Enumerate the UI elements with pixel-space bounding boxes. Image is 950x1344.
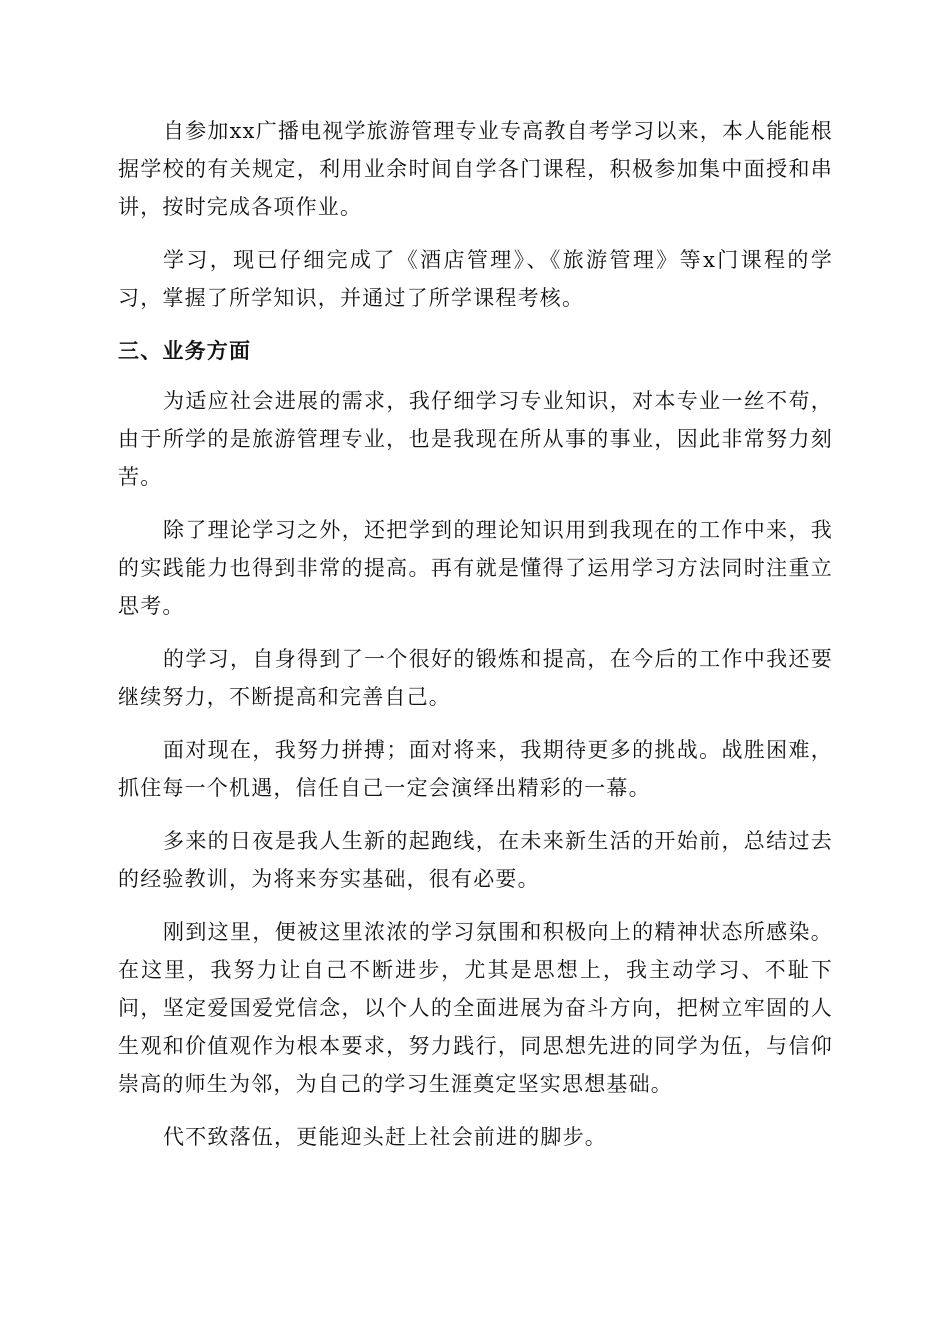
paragraph-9: 代不致落伍，更能迎头赶上社会前进的脚步。 <box>163 1125 607 1149</box>
paragraph-3: 为适应社会进展的需求，我仔细学习专业知识，对本专业一丝不苟，由于所学的是旅游管理专业，也是我现在所从事的事业，因此非常努力刻苦。 <box>118 389 833 489</box>
paragraph-4: 除了理论学习之外，还把学到的理论知识用到我现在的工作中来，我的实践能力也得到非常的提高。再有就是懂得了运用学习方法同时注重立思考。 <box>118 518 833 618</box>
paragraph-6: 面对现在，我努力拼搏；面对将来，我期待更多的挑战。战胜困难，抓住每一个机遇，信任自己一定会演绎出精彩的一幕。 <box>118 738 833 800</box>
document-body <box>118 112 833 1171</box>
paragraph-7: 多来的日夜是我人生新的起跑线，在未来新生活的开始前，总结过去的经验教训，为将来夯实基础，很有必要。 <box>118 829 833 891</box>
paragraph-5: 的学习，自身得到了一个很好的锻炼和提高，在今后的工作中我还要继续努力，不断提高和完善自己。 <box>118 647 833 709</box>
section-heading-business: 三、业务方面 <box>118 339 252 363</box>
paragraph-2: 学习，现已仔细完成了《酒店管理》、《旅游管理》等x门课程的学习，掌握了所学知识，并通过了所学课程考核。 <box>118 248 833 310</box>
paragraph-1: 自参加xx广播电视学旅游管理专业专高教自考学习以来，本人能能根据学校的有关规定，利用业余时间自学各门课程，积极参加集中面授和串讲，按时完成各项作业。 <box>118 119 833 219</box>
paragraph-8: 刚到这里，便被这里浓浓的学习氛围和积极向上的精神状态所感染。在这里，我努力让自己不断进步，尤其是思想上，我主动学习、不耻下问，坚定爱国爱党信念，以个人的全面进展为奋斗方向，把树立牢固的人生观和价值观作为根本要求，努力践行，同思想先进的同学为伍，与信仰崇高的师生为邻，为自己的学习生涯奠定坚实思想基础。 <box>118 920 833 1096</box>
